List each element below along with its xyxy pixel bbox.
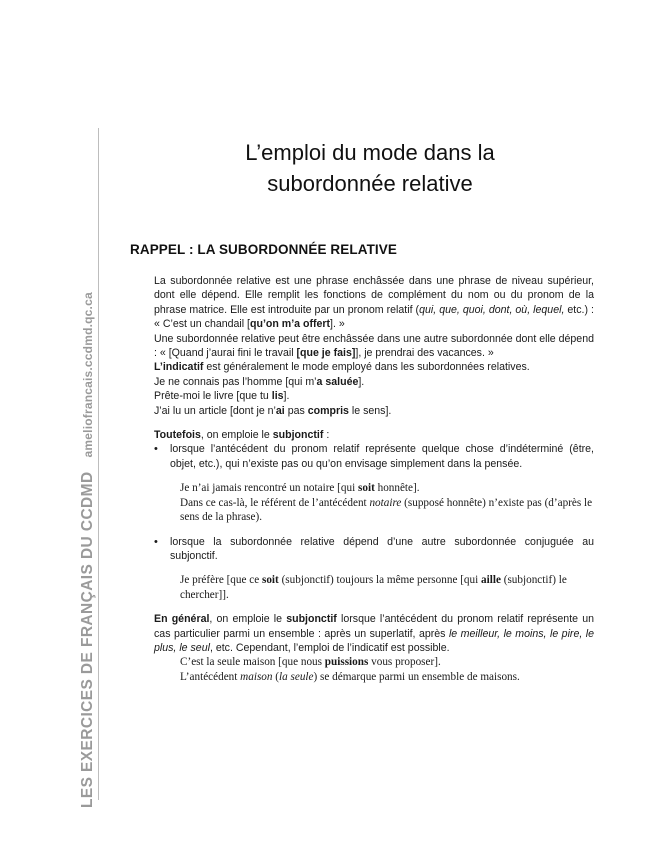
bullet-example: Je n’ai jamais rencontré un notaire [qui soit honnête]. Dans ce cas-là, le référent de l’antécédent notaire (supposé honnête) n’existe pas (d’après le sens de la phrase). [180, 482, 593, 524]
page-title-line1: L’emploi du mode dans la [245, 140, 495, 165]
indicatif-examples [154, 375, 594, 418]
paragraph-definition: La subordonnée relative est une phrase enchâssée dans une phrase de niveau supérieur, dont elle dépend. Elle remplit les fonctions de complément du nom ou du pronom de la phrase matrice. Elle est introduite par un pronom relatif (qui, que, quoi, dont, où, lequel, etc.) : « C’est un chandail [qu’on m’a offert]. » [154, 275, 594, 331]
bullet-icon: • [154, 443, 158, 456]
website-link[interactable]: amelio​francais.ccdmd.qc.ca [81, 292, 95, 458]
page-title-line2: subordonnée relative [267, 171, 473, 196]
bullet-item: • lorsque l’antécédent du pronom relatif représente quelque chose d’indéterminé (être, objet, etc.), qui n’existe pas ou qu’on envisage simplement dans la pensée. [154, 443, 594, 470]
superlatif-example: C’est la seule maison [que nous puissions vous proposer]. L’antécédent maison (la seule) se démarque parmi un ensemble de maisons. [180, 656, 520, 683]
bullet-icon: • [154, 535, 158, 548]
paragraph-toutefois: Toutefois, on emploie le subjonctif : [154, 429, 330, 442]
sidebar-rule [98, 128, 99, 800]
bullet-example: Je préfère [que ce soit (subjonctif) toujours la même personne [qui aille (subjonctif) le chercher]]. [180, 574, 567, 601]
series-title: LES EXERCICES DE FRANÇAIS DU CCDMD [79, 471, 96, 808]
example-line: Prête-moi le livre [que tu lis]. [154, 390, 290, 403]
paragraph-en-general: En général, on emploie le subjonctif lorsque l’antécédent du pronom relatif représente un cas particulier parmi un ensemble : après un superlatif, après le meilleur, le moins, le pire, le plus, le seul, etc. Cependant, l’emploi de l’indicatif est possible. [154, 613, 594, 654]
page-title [130, 137, 610, 199]
bullet-item: • lorsque la subordonnée relative dépend d’une autre subordonnée conjuguée au subjonctif. [154, 535, 594, 562]
paragraph-indicatif: L’indicatif est généralement le mode employé dans les subordonnées relatives. [154, 361, 530, 374]
example-line: J’ai lu un article [dont je n’ai pas compris le sens]. [154, 404, 392, 417]
paragraph-nested: Une subordonnée relative peut être enchâssée dans une autre subordonnée dont elle dépend : « [Quand j’aurai fini le travail [que je fais]], je prendrai des vacances. » [154, 332, 594, 360]
section-heading: RAPPEL : LA SUBORDONNÉE RELATIVE [130, 242, 397, 257]
example-line: Je ne connais pas l’homme [qui m’a saluée]. [154, 375, 365, 388]
sidebar-vertical-text [79, 292, 97, 808]
main-content [154, 274, 594, 684]
